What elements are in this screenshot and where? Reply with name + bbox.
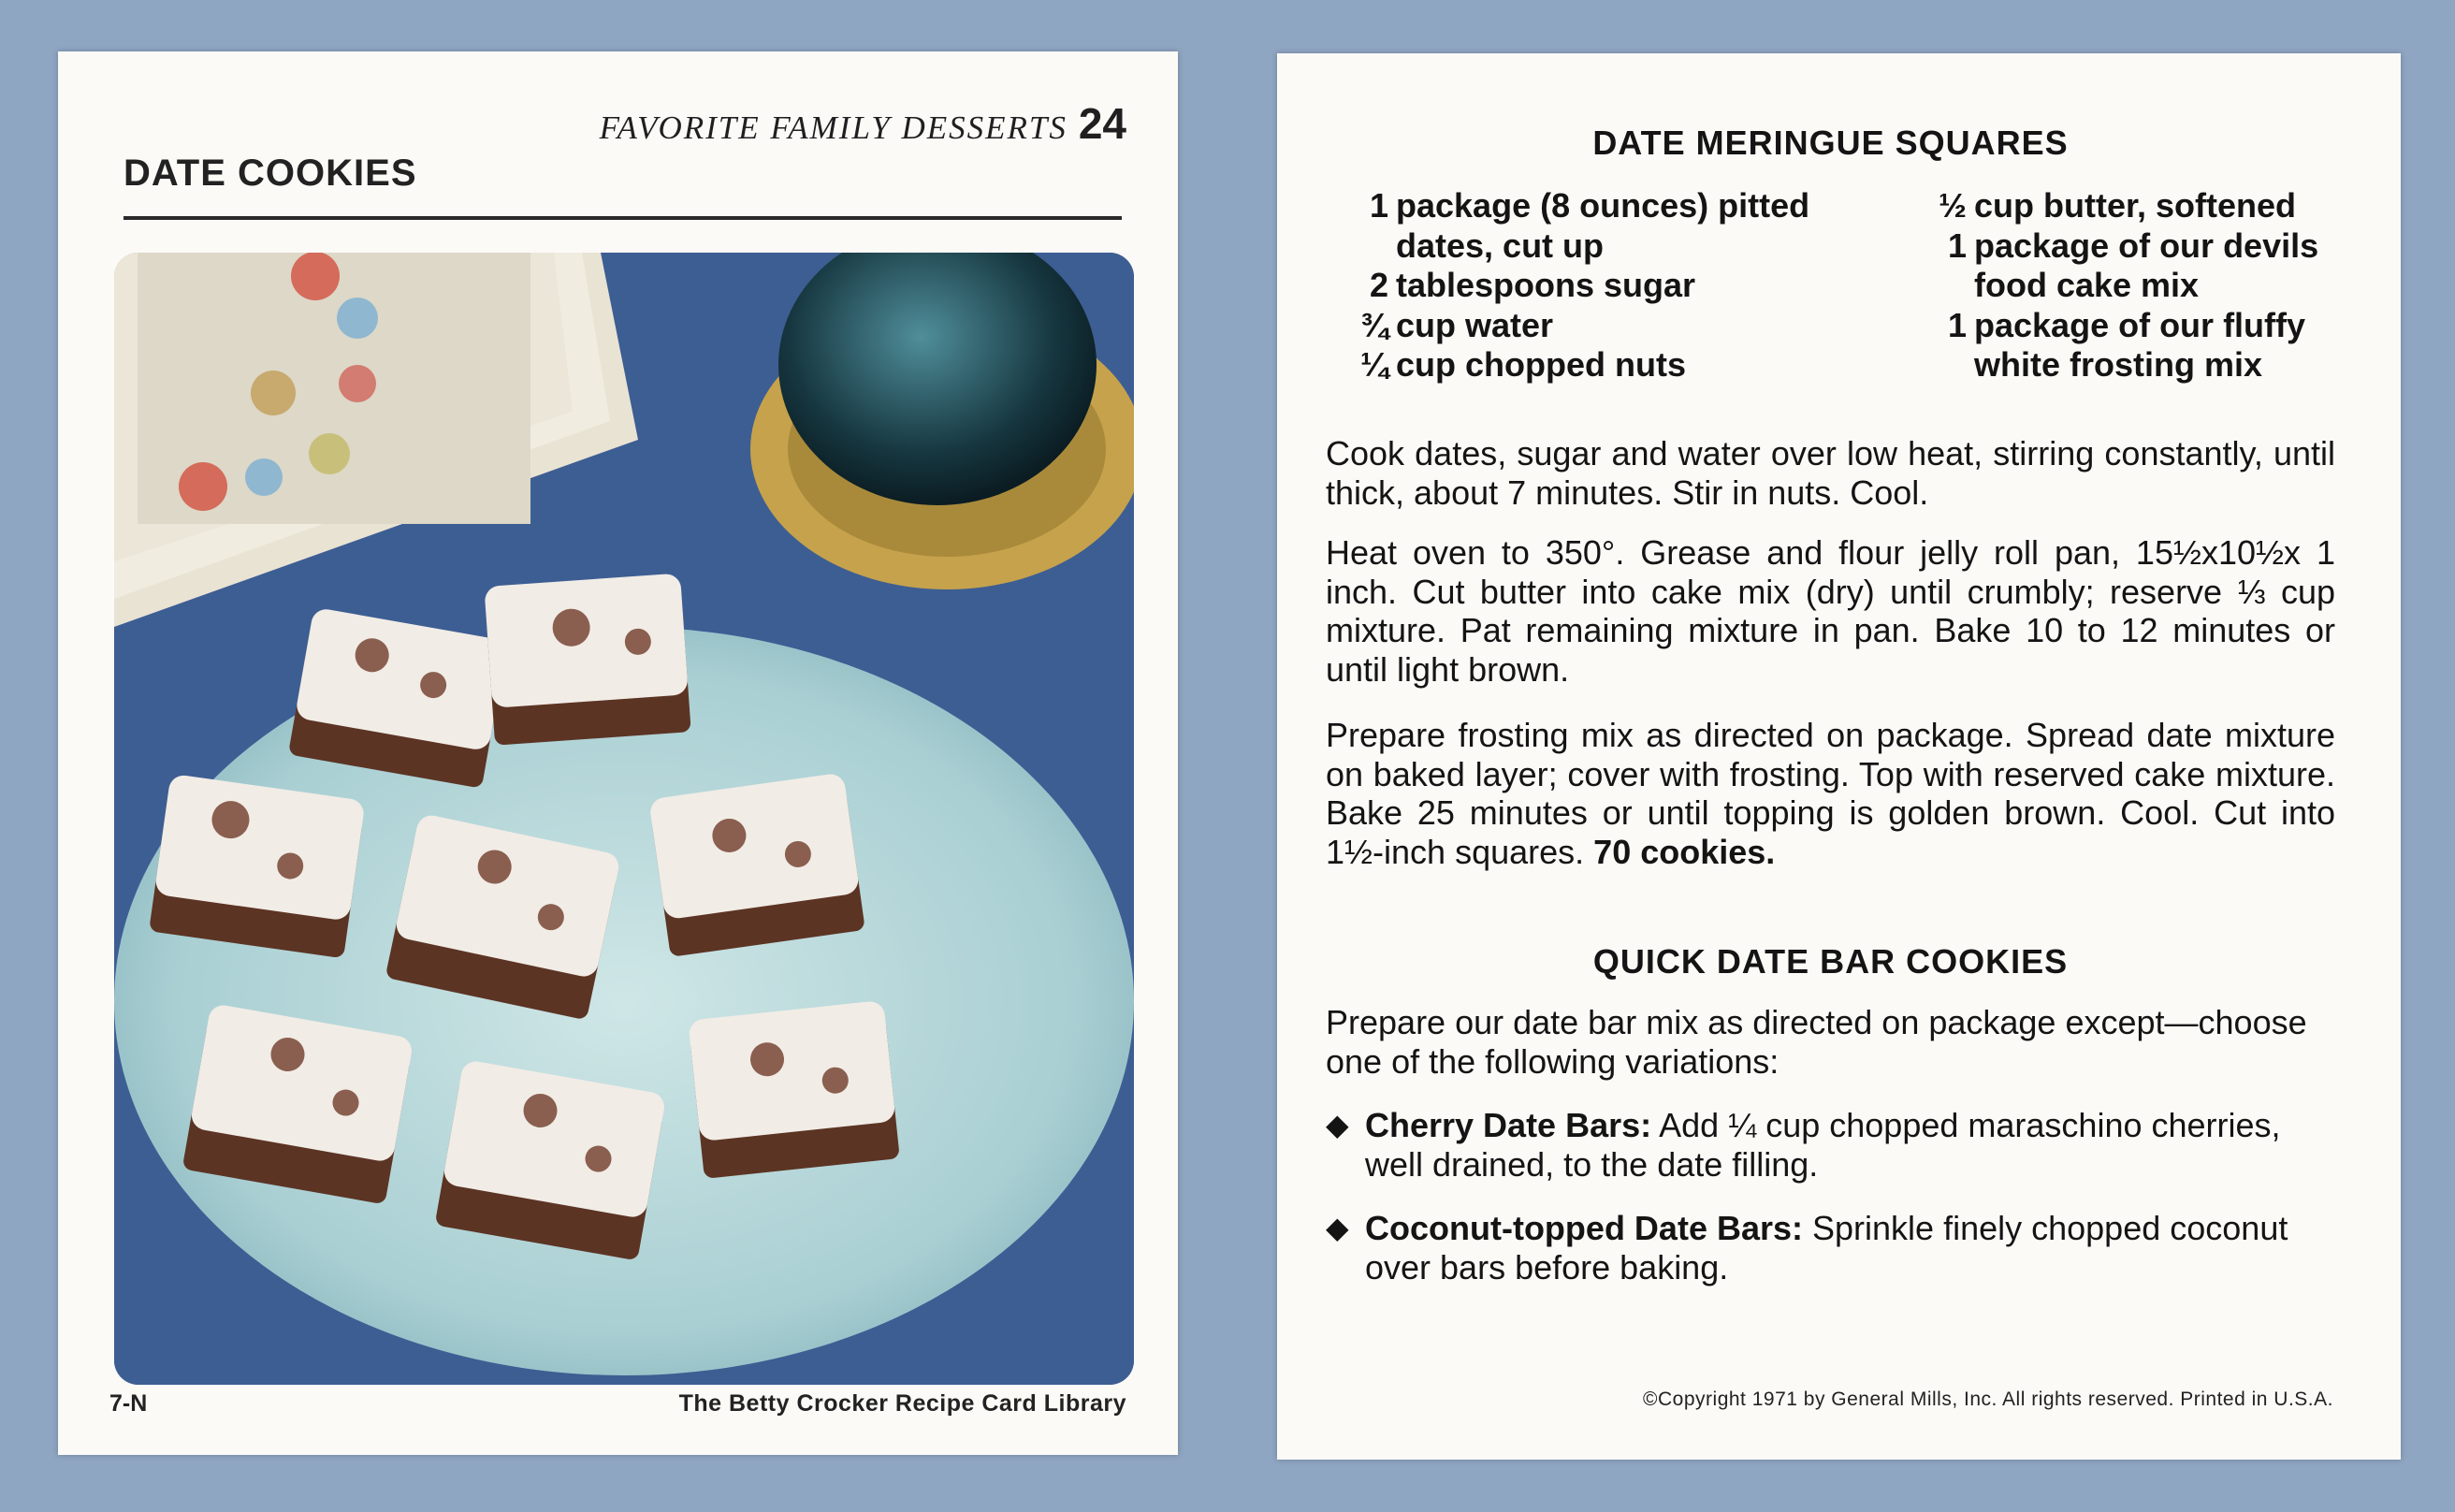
diamond-bullet-icon: ◆ (1326, 1211, 1349, 1244)
ingredient-amount: 1 (1369, 186, 1388, 225)
card-number: 24 (1078, 99, 1126, 148)
ingredient (1326, 266, 1850, 306)
ingredient-text: cup butter, softened (1974, 186, 2297, 225)
plate (114, 627, 1134, 1375)
recipe-title: DATE COOKIES (123, 153, 417, 194)
recipe2-intro: Prepare our date bar mix as directed on package except—choose one of the following variations: (1326, 1003, 2307, 1081)
ingredients-right (1910, 186, 2350, 385)
series-title: FAVORITE FAMILY DESSERTS (599, 109, 1068, 146)
variation-name: Coconut-topped Date Bars: (1365, 1209, 1803, 1247)
library-name: The Betty Crocker Recipe Card Library (678, 1390, 1126, 1417)
yield-text: 70 cookies. (1593, 832, 1776, 871)
ingredient (1326, 345, 1850, 385)
ingredients-left (1326, 186, 1850, 385)
ingredient-text: cup chopped nuts (1396, 345, 1686, 384)
variation-item (1326, 1106, 2335, 1184)
dessert-photo-illustration (114, 253, 1134, 1385)
recipe1-step-1: Cook dates, sugar and water over low heat, stirring constantly, until thick, about 7 minutes. Stir in nuts. Cool. (1326, 434, 2335, 512)
recipe2-title: QUICK DATE BAR COOKIES (1592, 942, 2069, 981)
ingredient (1910, 306, 2350, 385)
ingredient-text: package (8 ounces) pitted dates, cut up (1396, 186, 1810, 265)
ingredient-text: package of our fluffy white frosting mix (1974, 305, 2306, 384)
recipe-card-back (1277, 53, 2401, 1460)
ingredient-amount: 2 (1369, 266, 1388, 304)
ingredient (1910, 226, 2350, 306)
series-heading (600, 98, 1126, 149)
copyright-notice: ©Copyright 1971 by General Mills, Inc. All rights reserved. Printed in U.S.A. (1643, 1388, 2333, 1410)
ingredient-text: package of our devils food cake mix (1974, 225, 2319, 304)
ingredient (1910, 186, 2350, 226)
variation-item (1326, 1209, 2335, 1287)
recipe1-title: DATE MERINGUE SQUARES (1592, 124, 2069, 162)
variation-text: Add ¼ cup chopped maraschino cherries, well drained, to the date filling. (1365, 1106, 2281, 1184)
ingredient (1326, 186, 1850, 266)
ingredient-text: cup water (1396, 305, 1554, 344)
card-code: 7-N (109, 1390, 148, 1417)
variation-name: Cherry Date Bars: (1365, 1106, 1652, 1144)
ingredient-amount: ¾ (1359, 305, 1388, 344)
recipe-card-front (58, 51, 1178, 1455)
recipe1-step-2: Heat oven to 350°. Grease and flour jelly roll pan, 15½x10½x 1 inch. Cut butter into cake mix (dry) until crumbly; reserve ⅓ cup mixture. Pat remaining mixture in pan. Bake 10 to 12 minutes or until light brown. (1326, 533, 2335, 689)
ingredient-amount: ¼ (1359, 345, 1388, 384)
title-rule (123, 216, 1122, 220)
diamond-bullet-icon: ◆ (1326, 1108, 1349, 1141)
dessert-photo (114, 253, 1134, 1385)
ingredient-amount: 1 (1947, 305, 1967, 344)
glass-dish (750, 253, 1134, 589)
ingredient-amount: 1 (1947, 225, 1967, 265)
ingredient (1326, 306, 1850, 346)
variation-text: Sprinkle finely chopped coconut over bars before baking. (1365, 1209, 2288, 1287)
step-3-text: Prepare frosting mix as directed on package. Spread date mixture on baked layer; cover with frosting. Top with reserved cake mixture. Bake 25 minutes or until topping is golden brown. Cool. Cut into 1½-inch squares. (1326, 716, 2335, 871)
recipe1-step-3 (1326, 716, 2335, 871)
ingredient-text: tablespoons sugar (1396, 266, 1696, 304)
ingredient-amount: ½ (1938, 186, 1967, 225)
